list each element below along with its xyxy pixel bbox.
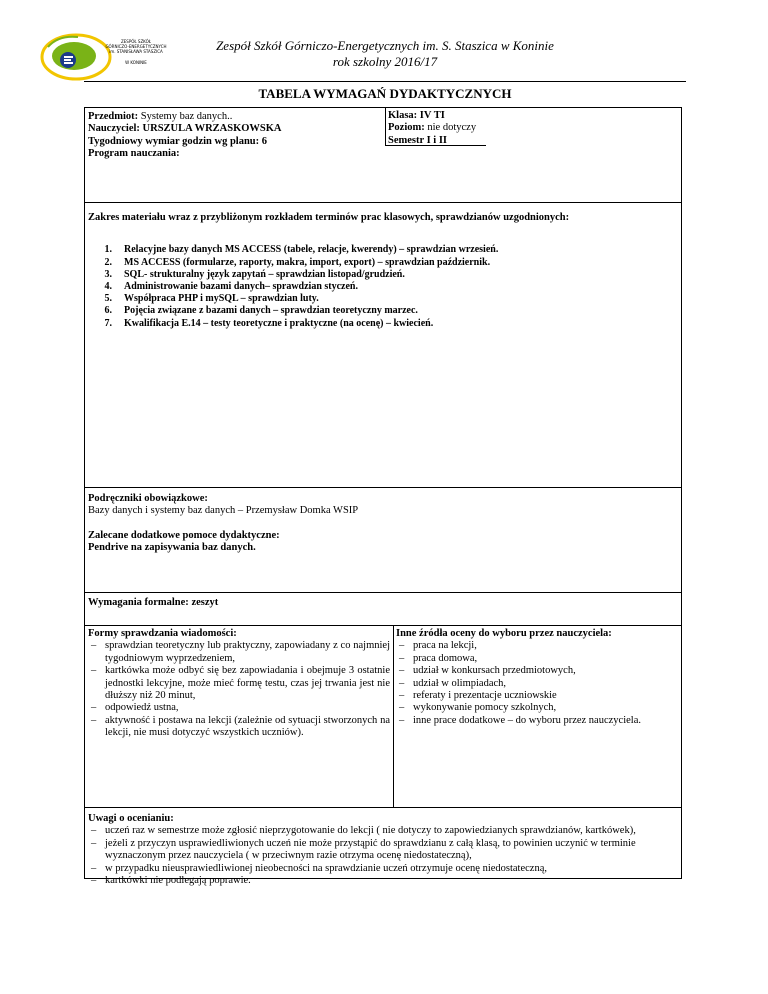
aids-heading: Zalecane dodatkowe pomoce dydaktyczne: [88, 529, 280, 541]
topic-number: 2. [104, 256, 112, 268]
class-line [388, 110, 476, 122]
list-item: – odpowiedź ustna, [88, 702, 390, 714]
list-item: – kartkówka może odbyć się bez zapowiadania i obejmuje 3 ostatnie jednostki lekcyjne, może mieć formę testu, czas jej trwania jest nie dłuższy niż 20 minut, [88, 665, 390, 702]
topic-text: SQL- strukturalny język zapytań – sprawdzian listopad/grudzień. [124, 268, 405, 280]
list-item: – w przypadku nieusprawiedliwionej nieobecności na sprawdzianie uczeń otrzymuje ocenę niedostateczną, [88, 863, 678, 875]
list-item [88, 318, 678, 330]
list-item: – aktywność i postawa na lekcji (zależnie od sytuacji stworzonych na lekcji, nie musi dotyczyć wszystkich uczniów). [88, 715, 390, 740]
class-value: IV TI [419, 110, 445, 121]
course-info-right [388, 110, 476, 147]
forms-list [88, 640, 390, 739]
teacher-value: URSZULA WRZASKOWSKA [142, 123, 282, 135]
notes-heading: Uwagi o ocenianiu: [88, 813, 174, 824]
list-item: – sprawdzian teoretyczny lub praktyczny, zapowiadany z co najmniej tygodniowym wyprzedzeniem, [88, 640, 390, 665]
school-name: Zespół Szkół Górniczo-Energetycznych im. S. Staszica w Koninie [216, 38, 554, 53]
textbooks-section [84, 487, 682, 593]
school-year: rok szkolny 2016/17 [332, 54, 438, 69]
textbook-entry: Bazy danych i systemy baz danych – Przemysław Domka WSIP [88, 505, 359, 517]
topics-list [88, 244, 678, 329]
topic-number: 4. [104, 281, 112, 293]
formal-requirements-section [84, 592, 682, 626]
scope-heading: Zakres materiału wraz z przybliżonym rozkładem terminów prac klasowych, sprawdzianów uzgodnionych: [88, 212, 570, 223]
topic-text: Pojęcia związane z bazami danych – sprawdzian teoretyczny marzec. [124, 305, 418, 317]
topic-number: 3. [104, 268, 112, 280]
column-divider [393, 626, 394, 807]
teacher-label: Nauczyciel: [88, 123, 143, 135]
other-sources [396, 628, 680, 727]
course-info-section [84, 107, 682, 203]
logo-line: ZESPÓŁ SZKÓŁ [121, 39, 151, 44]
list-item: – wykonywanie pomocy szkolnych, [396, 702, 680, 714]
list-item [88, 244, 678, 256]
assessment-section [84, 625, 682, 808]
formal-line [85, 593, 681, 612]
list-item: – udział w konkursach przedmiotowych, [396, 665, 680, 677]
other-list [396, 640, 680, 727]
topic-text: Kwalifikacja E.14 – testy teoretyczne i praktyczne (na ocenę) – kwiecień. [124, 317, 434, 329]
teacher-line [88, 123, 282, 135]
topic-text: Współpraca PHP i mySQL – sprawdzian luty. [124, 293, 319, 305]
header-divider [84, 81, 686, 82]
course-info-left [88, 111, 282, 161]
notes-list [88, 825, 678, 887]
topic-number: 1. [104, 244, 112, 256]
class-label: Klasa: [388, 110, 420, 121]
list-item [88, 305, 678, 317]
other-heading: Inne źródła oceny do wyboru przez nauczyciela: [396, 628, 612, 639]
topic-number: 7. [104, 317, 112, 329]
logo-line: im. STANISŁAWA STASZICA [109, 49, 163, 54]
list-item: – praca domowa, [396, 653, 680, 665]
topic-text: Administrowanie bazami danych– sprawdzian styczeń. [124, 281, 358, 293]
document-title: TABELA WYMAGAŃ DYDAKTYCZNYCH [258, 86, 512, 101]
topic-number: 6. [104, 305, 112, 317]
semester-label: Semestr I i II [388, 134, 448, 146]
topic-text: Relacyjne bazy danych MS ACCESS (tabele, relacje, kwerendy) – sprawdzian wrzesień. [124, 244, 499, 256]
aids-entry: Pendrive na zapisywania baz danych. [88, 542, 256, 554]
hours-value: 6 [261, 135, 268, 147]
list-item [88, 257, 678, 269]
subject-label: Przedmiot: [88, 111, 139, 122]
list-item: – kartkówki nie podlegają poprawie. [88, 875, 678, 887]
hours-label: Tygodniowy wymiar godzin wg planu: [88, 135, 262, 147]
logo-line: GÓRNICZO-ENERGETYCZNYCH [105, 44, 167, 49]
logo-line: W KONINIE [125, 60, 147, 65]
program-label: Program nauczania: [88, 148, 180, 160]
topic-text: MS ACCESS (formularze, raporty, makra, import, export) – sprawdzian październik. [124, 256, 491, 268]
list-item: – uczeń raz w semestrze może zgłosić nieprzygotowanie do lekcji ( nie dotyczy to zapowiedzianych sprawdzianów, kartkówek), [88, 825, 678, 837]
subject-value: Systemy baz danych.. [138, 111, 233, 122]
list-item [88, 281, 678, 293]
list-item: – inne prace dodatkowe – do wyboru przez nauczyciela. [396, 715, 680, 727]
list-item: – jeżeli z przyczyn usprawiedliwionych uczeń nie może przystąpić do sprawdzianu z całą klasą, to powinien uczynić w terminie wyznaczonym przez nauczyciela ( w przeciwnym razie otrzyma ocenę niedostateczną), [88, 838, 678, 863]
topic-number: 5. [104, 293, 112, 305]
list-item: – udział w olimpiadach, [396, 678, 680, 690]
formal-label: Wymagania formalne: [88, 597, 189, 608]
textbooks-heading: Podręczniki obowiązkowe: [88, 493, 208, 504]
formal-value: zeszyt [188, 597, 219, 608]
grading-notes-section [84, 807, 682, 887]
level-line [388, 122, 476, 134]
list-item: – praca na lekcji, [396, 640, 680, 652]
subject-line [88, 111, 282, 123]
level-label: Poziom: [388, 122, 425, 134]
list-item [88, 293, 678, 305]
hours-line [88, 136, 282, 148]
list-item [88, 269, 678, 281]
assessment-forms [88, 628, 390, 740]
forms-heading: Formy sprawdzania wiadomości: [88, 628, 237, 639]
scope-section [84, 202, 682, 488]
list-item: – referaty i prezentacje uczniowskie [396, 690, 680, 702]
level-value: nie dotyczy [424, 122, 477, 134]
